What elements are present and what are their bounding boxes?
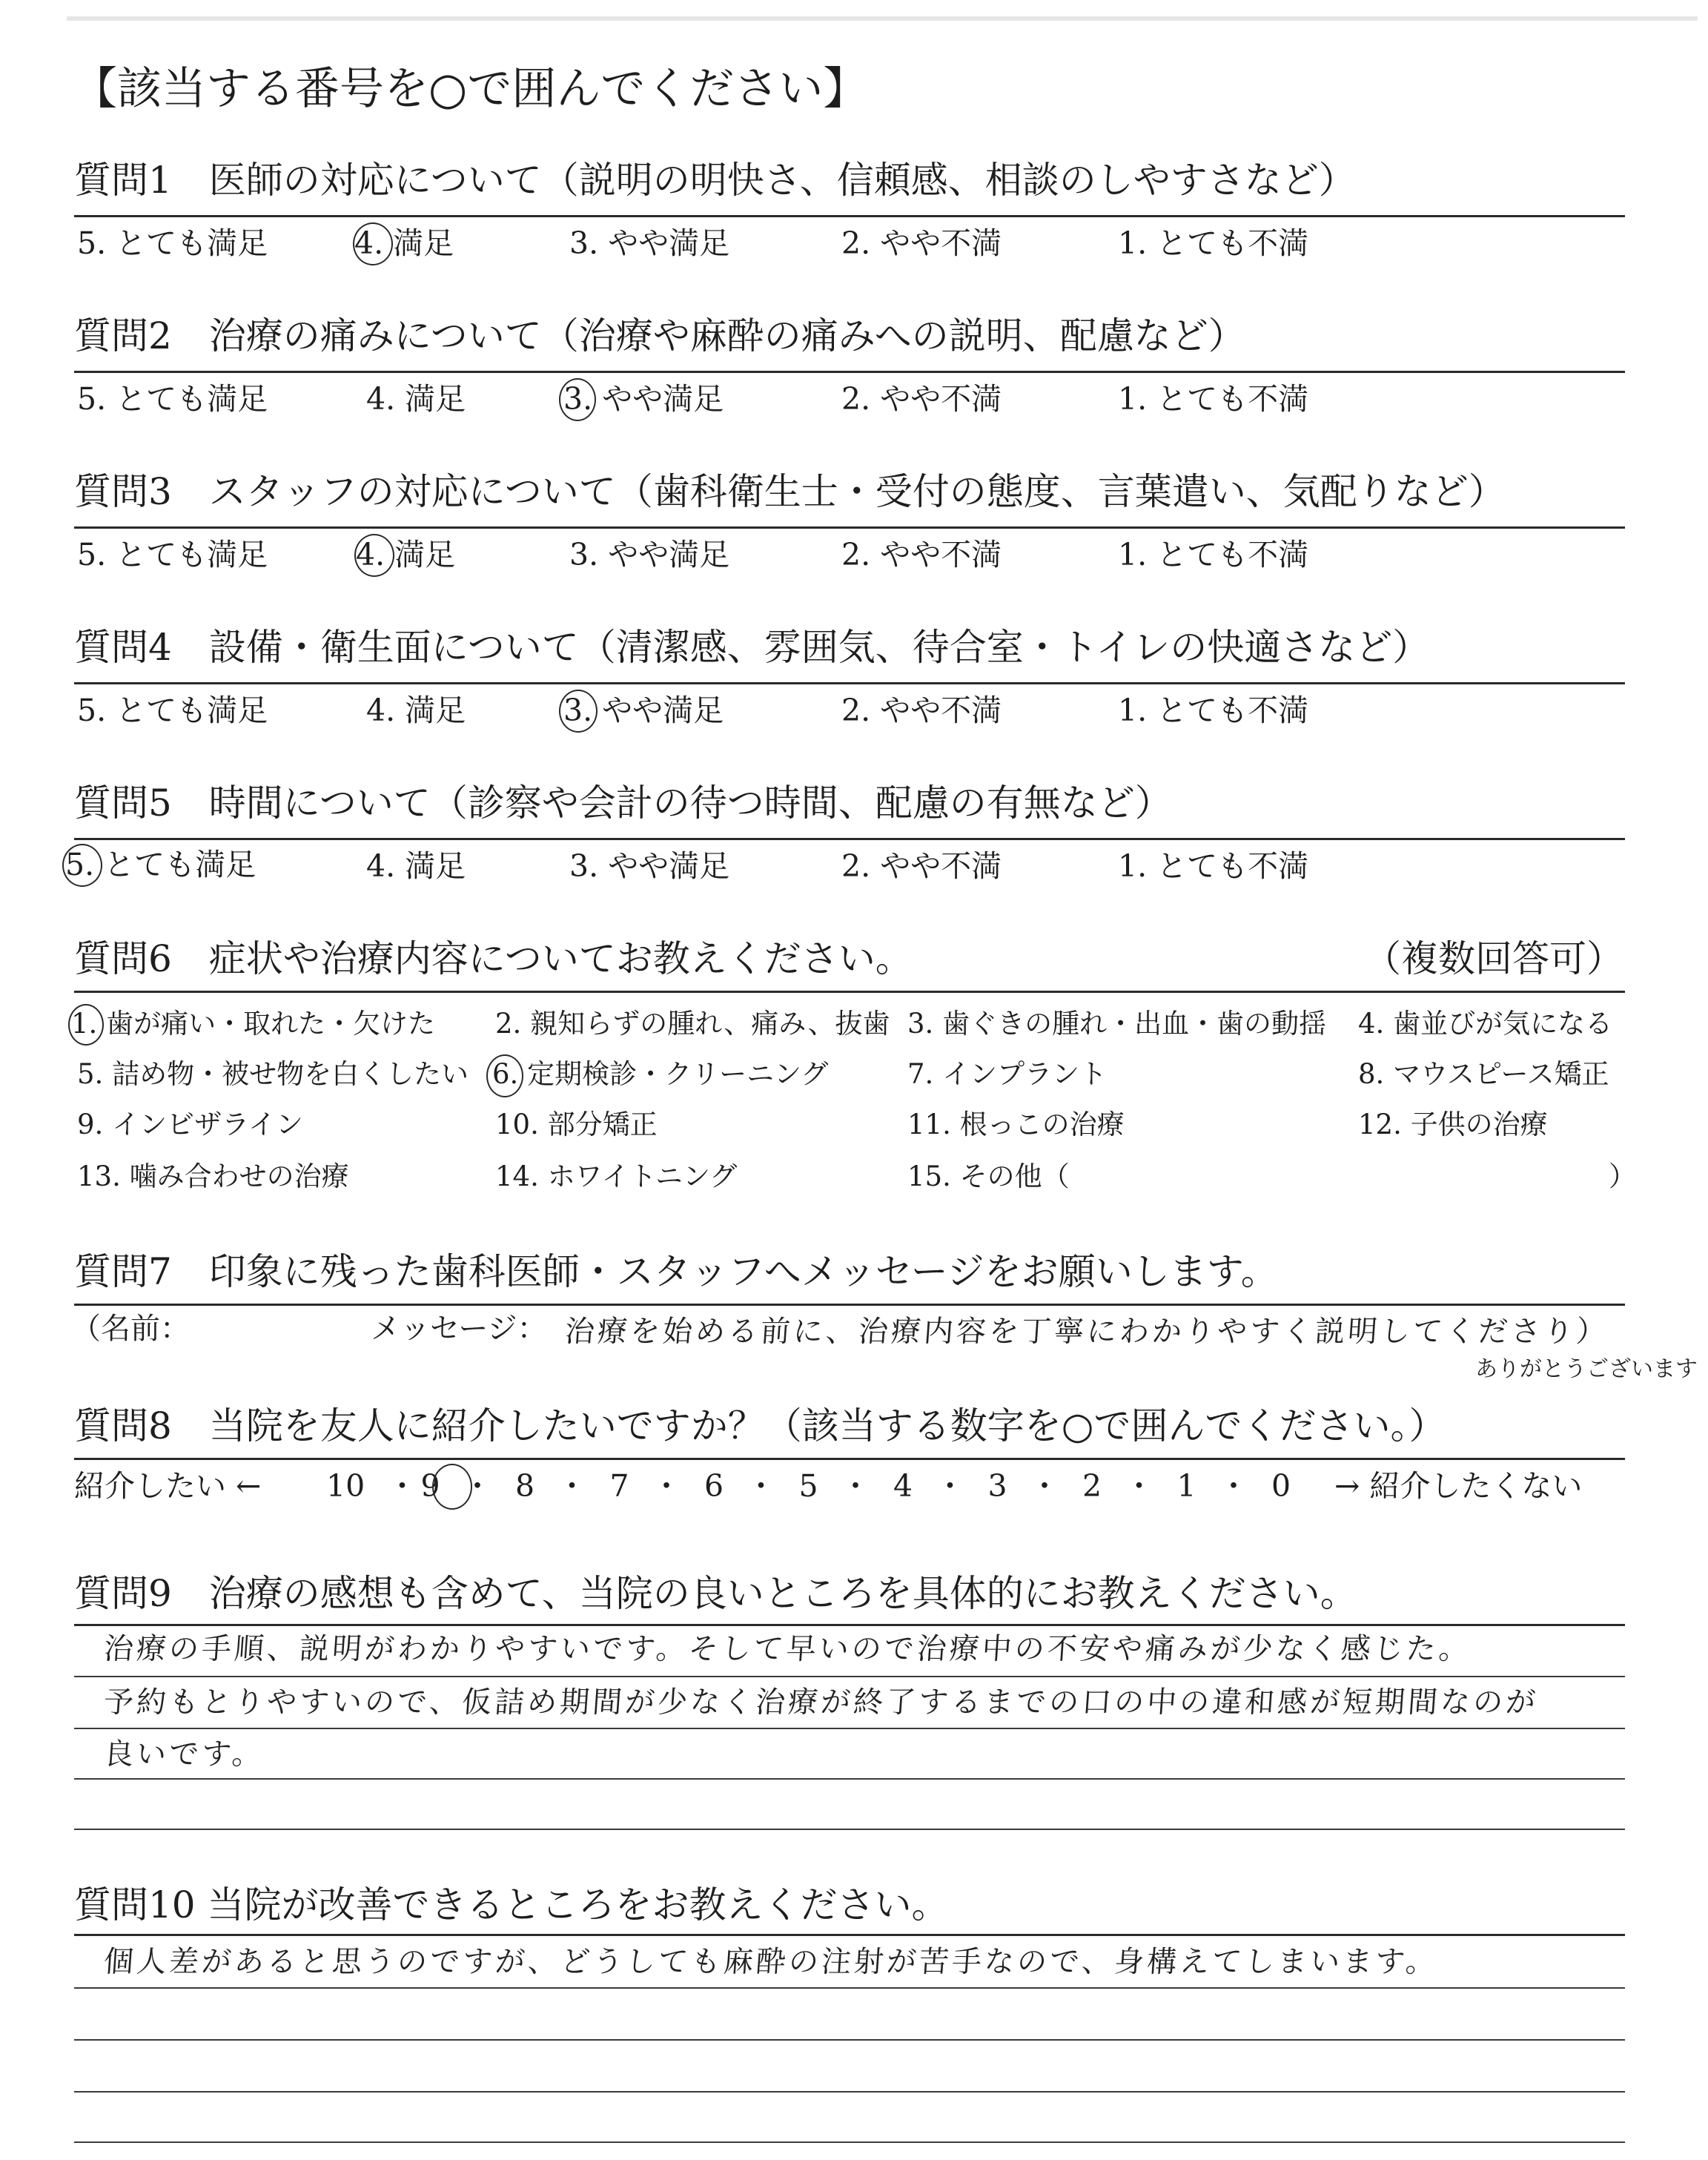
- q7-message-handwritten: 治療を始める前に、治療内容を丁寧にわかりやすく説明してくださり）: [563, 1315, 1610, 1349]
- q4-option-3[interactable]: 3. やや満足: [563, 693, 724, 728]
- q6-item-12[interactable]: 12. 子供の治療: [1358, 1109, 1548, 1140]
- q6-item-13[interactable]: 13. 噛み合わせの治療: [77, 1160, 349, 1192]
- q6-item-8[interactable]: 8. マウスピース矯正: [1358, 1058, 1609, 1090]
- q6-item-3[interactable]: 3. 歯ぐきの腫れ・出血・歯の動揺: [907, 1008, 1327, 1040]
- q7-message-label: メッセージ：: [371, 1312, 547, 1346]
- q1-option-2[interactable]: 2. やや不満: [841, 225, 1002, 261]
- q9-line-rule-4: [74, 1829, 1625, 1830]
- q5-option-5[interactable]: 5. とても満足: [65, 847, 256, 882]
- question-6-title: 質問6 症状や治療内容についてお教えください。: [74, 937, 913, 980]
- question-2-title: 質問2 治療の痛みについて（治療や麻酔の痛みへの説明、配慮など）: [74, 314, 1245, 357]
- question-7-rule: [74, 1304, 1625, 1306]
- q2-option-5[interactable]: 5. とても満足: [77, 381, 268, 417]
- q4-option-1[interactable]: 1. とても不満: [1118, 693, 1309, 728]
- scale-separator-dot: ・: [651, 1468, 682, 1504]
- q9-answer-line-2: 予約もとりやすいので、仮詰め期間が少なく治療が終了するまでの口の中の違和感が短期間なのが: [102, 1685, 1540, 1720]
- q4-answer-circle: [559, 690, 598, 733]
- question-10-title: 質問10 当院が改善できるところをお教えください。: [74, 1883, 949, 1926]
- q2-answer-circle: [559, 378, 596, 421]
- q9-line-rule-2: [74, 1728, 1625, 1729]
- question-6-rule: [74, 991, 1625, 993]
- question-3-title: 質問3 スタッフの対応について（歯科衛生士・受付の態度、言葉遣い、気配りなど）: [74, 470, 1506, 513]
- q1-answer-circle: [353, 222, 393, 265]
- q3-option-4[interactable]: 4. 満足: [356, 537, 456, 572]
- q5-option-4[interactable]: 4. 満足: [366, 848, 466, 884]
- question-3-rule: [74, 526, 1625, 529]
- q6-item-7[interactable]: 7. インプラント: [907, 1058, 1108, 1090]
- q1-option-1[interactable]: 1. とても不満: [1118, 225, 1309, 261]
- question-10-rule: [74, 1934, 1625, 1936]
- q6-item-15[interactable]: 15. その他（: [907, 1160, 1070, 1192]
- q6-item-10[interactable]: 10. 部分矯正: [495, 1109, 658, 1140]
- q10-line-rule-4: [74, 2141, 1625, 2143]
- question-8-title: 質問8 当院を友人に紹介したいですか？（該当する数字を○で囲んでください。）: [74, 1404, 1446, 1447]
- scale-separator-dot: ・: [840, 1468, 871, 1504]
- q8-left-label: 紹介したい ←: [74, 1468, 262, 1504]
- scale-separator-dot: ・: [746, 1468, 776, 1504]
- q6-item-9[interactable]: 9. インビザライン: [77, 1109, 303, 1140]
- scale-separator-dot: ・: [1218, 1468, 1249, 1504]
- q4-option-2[interactable]: 2. やや不満: [841, 693, 1002, 728]
- question-1-rule: [74, 215, 1625, 217]
- q6-item-11[interactable]: 11. 根っこの治療: [907, 1109, 1125, 1140]
- q5-option-2[interactable]: 2. やや不満: [841, 848, 1002, 884]
- scale-number-0[interactable]: 0: [1271, 1468, 1291, 1504]
- question-5-rule: [74, 838, 1625, 840]
- question-8-rule: [74, 1458, 1625, 1460]
- scale-number-5[interactable]: 5: [798, 1468, 818, 1504]
- question-9-rule: [74, 1624, 1625, 1626]
- q10-line-rule-1: [74, 1987, 1625, 1989]
- scale-number-9[interactable]: 9: [420, 1468, 440, 1504]
- q1-option-3[interactable]: 3. やや満足: [569, 225, 730, 261]
- q8-right-label: → 紹介したくない: [1334, 1468, 1583, 1504]
- scale-separator-dot: ・: [387, 1468, 417, 1504]
- question-4-rule: [74, 682, 1625, 684]
- q10-line-rule-3: [74, 2091, 1625, 2093]
- scale-number-1[interactable]: 1: [1176, 1468, 1196, 1504]
- question-9-title: 質問9 治療の感想も含めて、当院の良いところを具体的にお教えください。: [74, 1572, 1357, 1615]
- q10-line-rule-2: [74, 2039, 1625, 2041]
- question-1-title: 質問1 医師の対応について（説明の明快さ、信頼感、相談のしやすさなど）: [74, 159, 1356, 202]
- scale-number-10[interactable]: 10: [326, 1468, 365, 1504]
- q6-item-6[interactable]: 6. 定期検診・クリーニング: [492, 1058, 829, 1090]
- q3-option-2[interactable]: 2. やや不満: [841, 537, 1002, 572]
- q3-option-3[interactable]: 3. やや満足: [569, 537, 730, 572]
- scale-number-6[interactable]: 6: [704, 1468, 724, 1504]
- q6-item-4[interactable]: 4. 歯並びが気になる: [1358, 1008, 1613, 1040]
- q2-option-2[interactable]: 2. やや不満: [841, 381, 1002, 417]
- scale-number-8[interactable]: 8: [515, 1468, 535, 1504]
- q5-option-3[interactable]: 3. やや満足: [569, 848, 730, 884]
- scale-separator-dot: ・: [462, 1468, 493, 1504]
- scale-separator-dot: ・: [1029, 1468, 1060, 1504]
- q3-option-5[interactable]: 5. とても満足: [77, 537, 268, 572]
- q10-answer-line-1: 個人差があると思うのですが、どうしても麻酔の注射が苦手なので、身構えてしまいます。: [102, 1945, 1440, 1979]
- question-5-title: 質問5 時間について（診察や会計の待つ時間、配慮の有無など）: [74, 782, 1172, 825]
- q2-option-3[interactable]: 3. やや満足: [563, 381, 724, 417]
- q6-item-2[interactable]: 2. 親知らずの腫れ、痛み、抜歯: [495, 1008, 890, 1040]
- q5-answer-circle: [62, 844, 102, 887]
- scale-number-2[interactable]: 2: [1082, 1468, 1102, 1504]
- scale-number-3[interactable]: 3: [987, 1468, 1007, 1504]
- q7-name-label: （名前：: [71, 1312, 190, 1346]
- q6-item-1-circle: [68, 1004, 104, 1046]
- q9-answer-line-3: 良いです。: [102, 1737, 266, 1771]
- scale-separator-dot: ・: [557, 1468, 587, 1504]
- q7-message-handwritten-2: ありがとうございます: [1475, 1356, 1698, 1382]
- q6-item-1[interactable]: 1. 歯が痛い・取れた・欠けた: [71, 1008, 436, 1040]
- scale-separator-dot: ・: [1124, 1468, 1154, 1504]
- q3-option-1[interactable]: 1. とても不満: [1118, 537, 1309, 572]
- q8-answer-circle: [432, 1464, 472, 1510]
- q1-option-4[interactable]: 4. 満足: [354, 225, 454, 261]
- q3-answer-circle: [354, 534, 394, 577]
- question-7-title: 質問7 印象に残った歯科医師・スタッフへメッセージをお願いします。: [74, 1250, 1278, 1293]
- q2-option-1[interactable]: 1. とても不満: [1118, 381, 1309, 417]
- scale-number-7[interactable]: 7: [609, 1468, 629, 1504]
- q4-option-5[interactable]: 5. とても満足: [77, 693, 268, 728]
- scale-number-4[interactable]: 4: [893, 1468, 913, 1504]
- question-6-note: （複数回答可）: [1364, 937, 1623, 980]
- q9-answer-line-1: 治療の手順、説明がわかりやすいです。そして早いので治療中の不安や痛みが少なく感じた。: [102, 1632, 1473, 1666]
- q9-line-rule-1: [74, 1676, 1625, 1677]
- q4-option-4[interactable]: 4. 満足: [366, 693, 466, 728]
- q6-item-5[interactable]: 5. 詰め物・被せ物を白くしたい: [77, 1058, 469, 1090]
- q2-option-4[interactable]: 4. 満足: [366, 381, 466, 417]
- q6-item-14[interactable]: 14. ホワイトニング: [495, 1160, 738, 1192]
- question-2-rule: [74, 371, 1625, 373]
- scale-separator-dot: ・: [935, 1468, 965, 1504]
- q6-item-6-circle: [486, 1054, 523, 1097]
- scan-top-edge: [67, 16, 1698, 21]
- q6-other-close-paren: ）: [1609, 1160, 1636, 1192]
- instruction-header: 【該当する番号を○で囲んでください】: [73, 63, 868, 115]
- q9-line-rule-3: [74, 1778, 1625, 1780]
- q5-option-1[interactable]: 1. とても不満: [1118, 848, 1309, 884]
- q1-option-5[interactable]: 5. とても満足: [77, 225, 268, 261]
- question-4-title: 質問4 設備・衛生面について（清潔感、雰囲気、待合室・トイレの快適さなど）: [74, 626, 1430, 669]
